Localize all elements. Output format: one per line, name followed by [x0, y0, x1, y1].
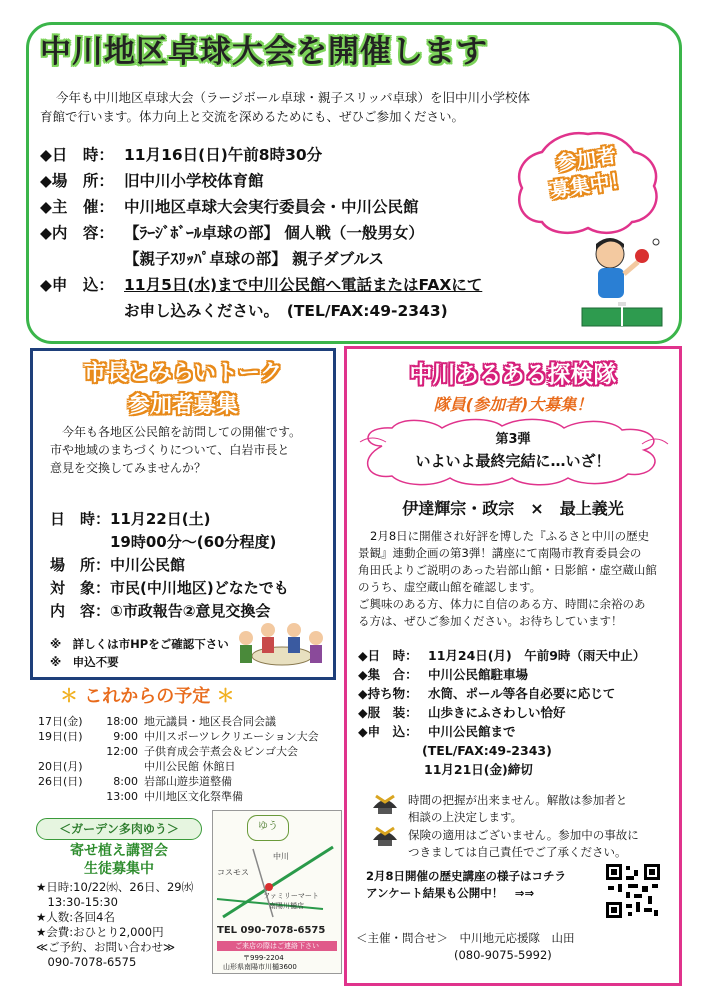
detail-row: 【親子ｽﾘｯﾊﾟ卓球の部】 親子ダブルス	[124, 250, 385, 268]
detail-row: 対 象：市民(中川地区)どなたでも	[50, 579, 289, 597]
detail-row: ◆服 装： 山歩きにふさわしい恰好	[358, 705, 566, 720]
warning2-line1: 保険の適用はございません。参加中の事故に	[408, 828, 639, 842]
garden-details	[36, 880, 193, 970]
explore-title: 中川あるある探検隊	[409, 362, 617, 388]
garden-title2: 生徒募集中	[84, 861, 154, 877]
body-line: ご興味のある方、体力に自信のある方、時間に余裕のあ	[358, 597, 646, 611]
tournament-title: 中川地区卓球大会を開催します	[40, 34, 488, 70]
contact-line2: (080-9075-5992)	[454, 948, 552, 962]
detail-row: 場 所：中川公民館	[50, 556, 186, 574]
map-addr2: 山形県南陽市川樋3600	[223, 963, 297, 971]
mayor-details	[50, 508, 289, 623]
body-line: 角田氏よりご説明のあった岩部山館・日影館・虚空蔵山館	[358, 563, 657, 577]
map-note: ご来店の際はご連絡下さい	[217, 941, 337, 951]
map-tel: TEL 090-7078-6575	[217, 925, 326, 936]
mayor-note2: ※ 申込不要	[50, 655, 119, 669]
detail-row: 内 容：①市政報告②意見交換会	[50, 602, 271, 620]
qr-code[interactable]	[604, 862, 662, 920]
detail-row: 19時00分～(60分程度)	[50, 533, 277, 551]
body-line: 2月8日に開催され好評を博した『ふるさと中川の歴史	[370, 529, 650, 543]
garden-line: 090-7078-6575	[36, 955, 137, 969]
tournament-intro-line2: 育館で行います。体力向上と交流を深めるためにも、ぜひご参加ください。	[40, 109, 465, 124]
map-label: コスモス	[217, 868, 249, 877]
schedule-row: 17日(金) 18:00 地元議員・地区長合同会議	[38, 715, 276, 728]
schedule-row: 13:00 中川地区文化祭準備	[106, 790, 243, 803]
warning1-line2: 相談の上決定します。	[408, 810, 523, 824]
map-label: ファミリーマート	[263, 892, 319, 900]
detail-row: (TEL/FAX:49-2343)	[422, 743, 552, 758]
garden-line: ★人数:各回4名	[36, 910, 116, 924]
body-line: る方は、ぜひご参加ください。お待ちしています！	[358, 614, 623, 628]
badge-line1: 参加者	[554, 143, 618, 176]
garden-line: 13:30-15:30	[36, 895, 118, 909]
badge-line2: 募集中！	[548, 167, 632, 203]
survey-line1: 2月8日開催の歴史講座の様子はコチラ	[366, 869, 567, 883]
detail-row: 日 時：11月22日(土)	[50, 510, 211, 528]
map-addr1: 〒999-2204	[243, 954, 284, 962]
detail-row: ◆内 容： 【ﾗｰｼﾞﾎﾞｰﾙ卓球の部】 個人戦（一般男女）	[40, 224, 424, 242]
garden-header: ＜ガーデン多肉ゆう＞	[36, 818, 202, 840]
detail-row: ◆申 込： 中川公民館まで	[358, 724, 516, 739]
explore-names: 伊達輝宗・政宗 × 最上義光	[402, 499, 624, 518]
detail-row: ◆場 所： 旧中川小学校体育館	[40, 172, 264, 190]
ping-pong-player-illustration	[574, 232, 666, 336]
body-line: のうち、虚空蔵山館を確認します。	[358, 580, 542, 594]
detail-row: ◆持ち物： 水筒、ポール等各自必要に応じて	[358, 686, 616, 701]
schedule-row: 20日(月) 中川公民館 休館日	[38, 760, 236, 773]
tournament-details	[40, 142, 482, 324]
map-label: 中川	[273, 852, 289, 861]
warning2-line2: つきましては自己責任でご了承ください。	[408, 845, 627, 859]
mayor-title-line2: 参加者募集	[127, 393, 238, 418]
garden-line: ★日時:10/22㈬、26日、29㈬	[36, 880, 194, 894]
schedule-row: 26日(日) 8:00 岩部山遊歩道整備	[38, 775, 232, 788]
detail-row: 11月21日(金)締切	[424, 762, 533, 777]
cloud-line1: 第3弾	[495, 432, 531, 447]
garden-line: ★会費:おひとり2,000円	[36, 925, 164, 939]
garden-title1: 寄せ植え講習会	[70, 843, 168, 859]
schedule-title: ＊ これからの予定 ＊	[60, 686, 235, 707]
mayor-note1: ※ 詳しくは市HPをご確認下さい	[50, 637, 229, 651]
explore-details	[358, 646, 645, 779]
mayor-intro-line2: 市や地域のまちづくりについて、白岩市長と	[50, 443, 290, 457]
warning1-line1: 時間の把握が出来ません。解散は参加者と	[408, 793, 628, 807]
detail-row: お申し込みください。 (TEL/FAX:49-2343)	[124, 302, 448, 320]
body-line: 景観』連動企画の第3弾！講座にて南陽市教育委員会の	[358, 546, 642, 560]
schedule-row: 12:00 子供育成会芋煮会＆ビンゴ大会	[106, 745, 298, 758]
detail-row: ◆集 合： 中川公民館駐車場	[358, 667, 529, 682]
schedule-list	[38, 714, 319, 804]
map-label: 南陽川樋店	[269, 902, 304, 910]
explore-subtitle: 隊員(参加者)大募集！	[433, 395, 593, 414]
garden-line: ≪ご予約、お問い合わせ≫	[36, 940, 176, 954]
detail-row: ◆日 時： 11月24日(月) 午前9時（雨天中止）	[358, 648, 646, 663]
detail-row: ◆日 時： 11月16日(日)午前8時30分	[40, 146, 323, 164]
detail-row: ◆主 催： 中川地区卓球大会実行委員会・中川公民館	[40, 198, 419, 216]
mayor-title-line1: 市長とみらいトーク	[83, 361, 282, 386]
schedule-row: 19日(日) 9:00 中川スポーツレクリエーション大会	[38, 730, 319, 743]
samurai-helmet-icon	[370, 790, 400, 816]
tournament-intro-line1: 今年も中川地区卓球大会（ラージボール卓球・親子スリッパ卓球）を旧中川小学校体	[56, 90, 531, 105]
cloud-line2: いよいよ最終完結に…いざ！	[415, 452, 611, 470]
explore-body	[358, 528, 657, 630]
samurai-helmet-icon	[370, 822, 400, 848]
garden-logo: ゆう	[247, 815, 289, 841]
detail-row: ◆申 込： 11月5日(水)まで中川公民館へ電話またはFAXにて	[40, 276, 483, 294]
survey-line2: アンケート結果も公開中！ ⇒⇒	[366, 886, 535, 900]
mayor-intro-line3: 意見を交換してみませんか？	[50, 461, 207, 475]
mayor-intro-line1: 今年も各地区公民館を訪問しての開催です。	[62, 425, 302, 439]
meeting-illustration	[232, 620, 330, 676]
garden-map-card	[212, 810, 342, 974]
contact-line1: ＜主催・問合せ＞ 中川地元応援隊 山田	[356, 931, 575, 945]
